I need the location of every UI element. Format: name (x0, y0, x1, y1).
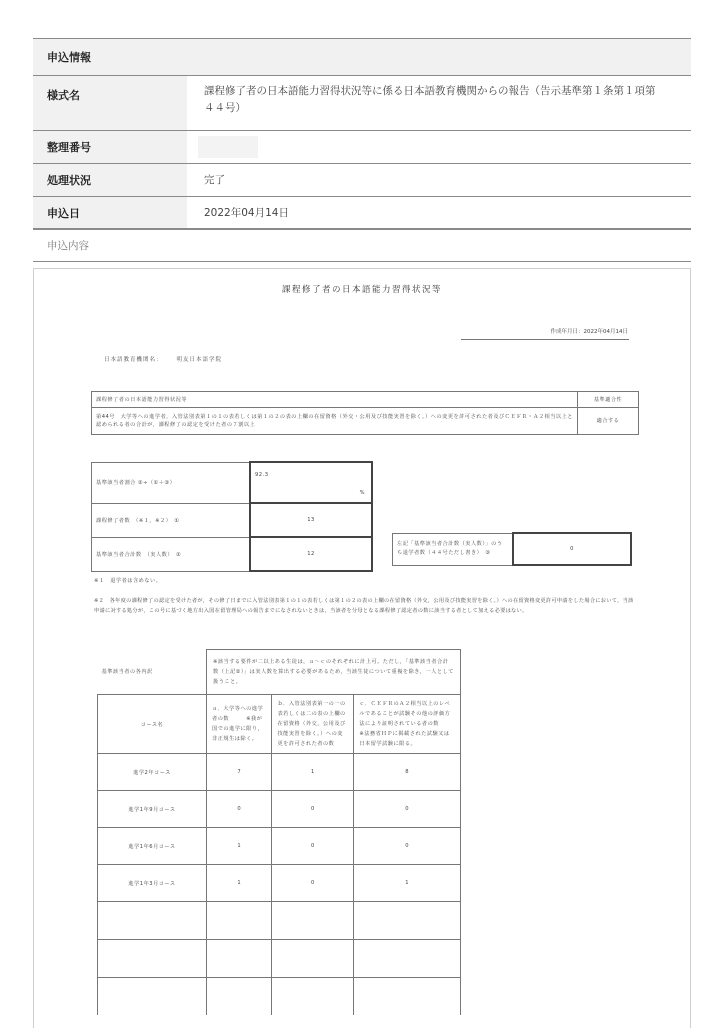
status-label: 処理状況 (33, 164, 187, 196)
breakdown-intro: ※該当する要件が二以上ある生徒は，ａ～ｃのそれぞれに計上可。ただし，「基準該当者合計数（上記②）」は実人数を算出する必要があるため，当該生徒について重複を除き，一人として扱うこと。 (207, 650, 461, 695)
header-b: ｂ．入管法別表第一の一の表若しくは二の表の上欄の在留資格（外交，公用及び技能実習を除く。）への変更を許可された者の数 (272, 695, 354, 754)
breakdown-table (97, 649, 461, 1015)
course-name: 進学1年9月コース (98, 791, 207, 828)
application-date-value: 2022年04月14日 (204, 206, 289, 219)
cell-a: 1 (207, 828, 272, 865)
header-a: ａ．大学等への進学者の数 ※我が国での進学に限り，非正規生は除く。 (207, 695, 272, 754)
criteria-header: 課程修了者の日本語能力習得状況等 (92, 392, 578, 408)
reference-number-redacted (198, 136, 258, 158)
ratio-label: 基準該当者割合 ②÷（①＋③） (92, 462, 251, 503)
reference-number-label: 整理番号 (33, 131, 187, 163)
institution-label: 日本語教育機関名： (104, 357, 163, 363)
status-row (33, 163, 691, 196)
criteria-table (91, 391, 639, 435)
table-row (98, 828, 461, 865)
empty-row (98, 902, 461, 940)
document-title: 課程修了者の日本語能力習得状況等 (281, 285, 442, 295)
table-row (98, 791, 461, 828)
institution (104, 355, 222, 363)
content-section-title: 申込内容 (47, 239, 89, 252)
header-c: ｃ．ＣＥＦＲのＡ２相当以上のレベルであることが試験その他の評価方法により証明されている者の数 ※法務省ＨＰに掲載された試験又は日本留学試験に限る。 (354, 695, 461, 754)
empty-row (98, 940, 461, 978)
application-date-label: 申込日 (33, 197, 187, 229)
course-name: 進学1年6月コース (98, 828, 207, 865)
qualified-value: 12 (250, 537, 372, 571)
form-name-value: 課程修了者の日本語能力習得状況等に係る日本語教育機関からの報告（告示基準第１条第１項第４４号） (204, 85, 656, 114)
qualified-label: 基準該当者合計数 （実人数） ② (92, 537, 251, 571)
breakdown-label: 基準該当者の各内訳 (101, 669, 153, 676)
empty-row (98, 978, 461, 1016)
advancing-table (392, 532, 632, 566)
course-name: 進学2年コース (98, 754, 207, 791)
cell-a: 1 (207, 865, 272, 902)
cell-b: 1 (272, 754, 354, 791)
cell-c: 8 (354, 754, 461, 791)
cell-a: 7 (207, 754, 272, 791)
table-row (98, 754, 461, 791)
cell-b: 0 (272, 828, 354, 865)
cell-c: 0 (354, 791, 461, 828)
advancing-label: 左記「基準該当者合計数（実人数）」のうち退学者数（４４号ただし書き） ③ (393, 533, 514, 565)
ratio-unit: % (359, 490, 365, 496)
section-title: 申込情報 (47, 51, 91, 64)
application-info-header (33, 38, 691, 75)
completers-value: 13 (250, 503, 372, 537)
table-row (98, 865, 461, 902)
cell-a: 0 (207, 791, 272, 828)
cell-c: 1 (354, 865, 461, 902)
form-name-label: 様式名 (33, 76, 187, 130)
note-1: ※１ 退学者は含めない。 (94, 578, 162, 584)
created-date-underline (461, 339, 629, 340)
header-course: コース名 (98, 695, 207, 754)
conformity-header: 基準適合性 (578, 392, 639, 408)
application-date-row (33, 196, 691, 230)
application-info-table (33, 38, 691, 230)
conformity-value: 適合する (578, 408, 639, 435)
stats-table (91, 461, 373, 572)
reference-number-row (33, 130, 691, 163)
note-2: ※２ 各年度の課程修了の認定を受けた者が，その修了日までに入管法別表第１の１の表若しくは第１の２の表の上欄の在留資格（外交，公用及び技能実習を除く。）への在留資格変更許可申請をした場合において，当該申請に対する処分が，この号に基づく地方出入国在留管理局への報告までになされないときは，当該者を分母となる課程修了認定者の数に該当する者として加える必要はない。 (94, 598, 634, 614)
cell-b: 0 (272, 865, 354, 902)
created-date: 作成年月日：2022年04月14日 (550, 329, 628, 335)
scanned-document (33, 268, 691, 1028)
form-name-row (33, 75, 691, 130)
content-section-header (33, 228, 691, 262)
cell-b: 0 (272, 791, 354, 828)
status-value: 完了 (204, 173, 225, 186)
institution-name: 明友日本語学院 (176, 357, 223, 363)
ratio-value: 92.3 (255, 472, 269, 478)
completers-label: 課程修了者数 （※１，※２） ① (92, 503, 251, 537)
cell-c: 0 (354, 828, 461, 865)
course-name: 進学1年3月コース (98, 865, 207, 902)
advancing-value: 0 (513, 533, 631, 565)
criteria-text: 第44号 大学等への進学者，入管法別表第１の１の表若しくは第１の２の表の上欄の在留資格（外交・公用及び技能実習を除く。）への変更を許可された者及びＣＥＦＲ・Ａ２相当以上と認められる者の合計が，課程修了の認定を受けた者の７割以上 (92, 408, 578, 435)
